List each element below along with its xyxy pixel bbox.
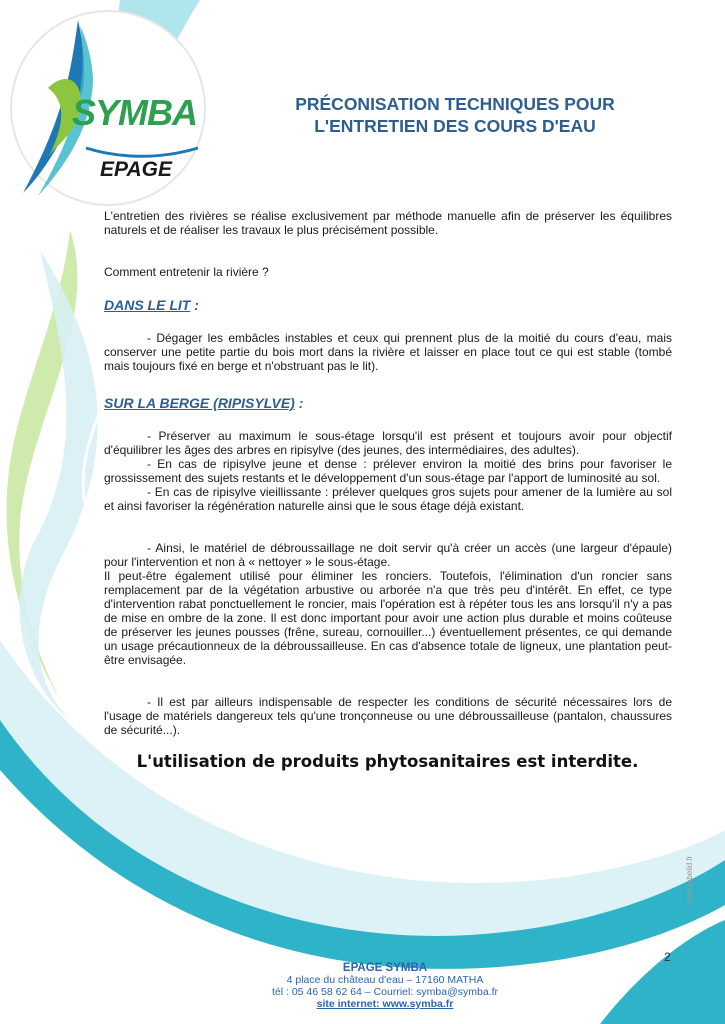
warning-statement: L'utilisation de produits phytosanitaires est interdite. — [136, 752, 639, 771]
berge-paragraph-1: - Préserver au maximum le sous-étage lorsqu'il est présent et toujours avoir pour objectif d'équilibrer les âges des arbres en ripisylve (des jeunes, des intermédiaires, des adultes). — [104, 429, 672, 457]
footer-address: 4 place du château d'eau – 17160 MATHA — [286, 974, 484, 986]
document-body — [104, 209, 672, 737]
section-heading-lit-label: DANS LE LIT — [104, 297, 191, 313]
section-heading-berge — [104, 395, 672, 411]
section-heading-lit-colon: : — [190, 297, 199, 313]
section-heading-lit — [104, 297, 672, 313]
logo-sub-text: EPAGE — [100, 158, 172, 181]
left-ribbon — [20, 250, 98, 720]
footer-org: EPAGE SYMBA — [342, 962, 428, 974]
berge-paragraph-2: - En cas de ripisylve jeune et dense : prélever environ la moitié des brins pour favoriser le grossissement des sujets restants et le développement d'un sous-étage par l'apport de luminosité au sol. — [104, 457, 672, 485]
footer-website-link[interactable]: site internet: www.symba.fr — [316, 998, 454, 1010]
footer-contact[interactable]: tél : 05 46 58 62 64 – Courriel: symba@symba.fr — [271, 986, 499, 998]
vertical-watermark: www.labelid.fr — [685, 855, 694, 905]
berge-paragraph-5: Il peut-être également utilisé pour éliminer les ronciers. Toutefois, l'élimination d'un roncier sans remplacement par de la végétation arbustive ou arborée n'a que très peu d'intérêt. En effet, ce type d'intervention rabat ponctuellement le roncier, mais l'opération est à répéter tous les ans lorsqu'il n'y a pas de mise en ombre de la zone. Il est donc important pour avoir une action plus durable et moins coûteuse de préserver les jeunes pousses (frêne, sureau, cornouiller...) éventuellement présentes, ce qui demande un usage précautionneux de la débroussailleuse. En cas d'absence totale de ligneux, une plantation peut-être envisagée. — [104, 569, 672, 667]
section-heading-berge-colon: : — [294, 395, 304, 411]
symba-epage-logo — [8, 8, 208, 208]
lit-paragraph: - Dégager les embâcles instables et ceux qui prennent plus de la moitié du cours d'eau, mais conserver une petite partie du bois mort dans la rivière et laisser en place tout ce qui est stable (tombé mais toujours fixé en berge et n'obstruant pas le lit). — [104, 331, 672, 373]
page-number: 2 — [664, 950, 671, 964]
title-line-2: L'ENTRETIEN DES COURS D'EAU — [314, 116, 596, 136]
berge-paragraph-6: - Il est par ailleurs indispensable de respecter les conditions de sécurité nécessaires lors de l'usage de matériels dangereux tels qu'une tronçonneuse ou une débroussailleuse (pantalon, chaussures de sécurité...). — [104, 695, 672, 737]
logo-brand-text: SYMBA — [72, 92, 198, 133]
intro-paragraph: L'entretien des rivières se réalise exclusivement par méthode manuelle afin de préserver les équilibres naturels et de réaliser les travaux le plus précisément possible. — [104, 209, 672, 237]
section-heading-berge-label: SUR LA BERGE (RIPISYLVE) — [104, 395, 295, 411]
page-title — [250, 93, 660, 137]
berge-paragraph-3: - En cas de ripisylve vieillissante : prélever quelques gros sujets pour amener de la lumière au sol et ainsi favoriser la régénération naturelle ainsi que le sous étage déjà existant. — [104, 485, 672, 513]
footer — [230, 962, 540, 1010]
question-line: Comment entretenir la rivière ? — [104, 265, 269, 279]
title-line-1: PRÉCONISATION TECHNIQUES POUR — [295, 94, 615, 114]
berge-paragraph-4: - Ainsi, le matériel de débroussaillage ne doit servir qu'à créer un accès (une largeur d'épaule) pour l'intervention et non à « nettoyer » le sous-étage. — [104, 541, 672, 569]
